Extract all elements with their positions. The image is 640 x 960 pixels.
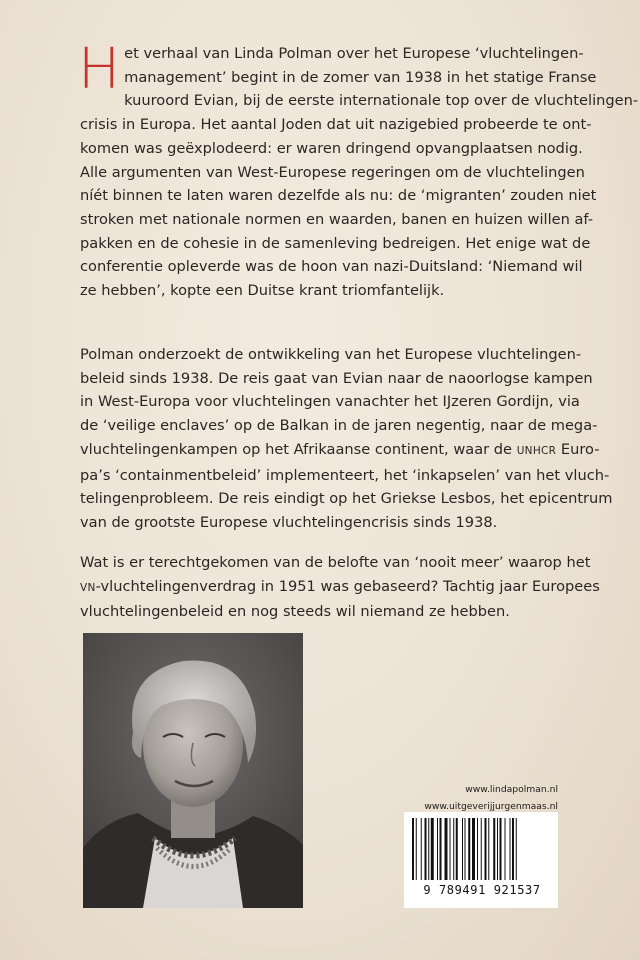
- text-line: de ‘veilige enclaves’ op de Balkan in de jaren negentig, naar de mega-: [80, 417, 598, 435]
- text-line: Alle argumenten van West-Europese regeringen om de vluchtelingen: [80, 163, 585, 181]
- barcode-bar: [472, 818, 475, 880]
- text-line: crisis in Europa. Het aantal Joden dat uit nazigebied probeerde te ont-: [80, 116, 592, 134]
- barcode-bar: [505, 818, 506, 880]
- barcode-bar: [428, 818, 429, 880]
- barcode-bar: [516, 818, 517, 880]
- barcode-bar: [477, 818, 478, 880]
- author-portrait-photo: [83, 633, 303, 908]
- barcode-bar: [481, 818, 482, 880]
- text-line: komen was geëxplodeerd: er waren dringend opvangplaatsen nodig.: [80, 139, 583, 157]
- text-line: VN-vluchtelingenverdrag in 1951 was gebaseerd? Tachtig jaar Europees: [80, 577, 600, 595]
- barcode-bar: [465, 818, 466, 880]
- barcode-bar: [416, 818, 417, 880]
- text-line: Wat is er terechtgekomen van de belofte van ‘nooit meer’ waarop het: [80, 554, 591, 571]
- text-line: vluchtelingenbeleid en nog steeds wil niemand ze hebben.: [80, 603, 510, 621]
- paragraph-1-lines: [78, 37, 639, 303]
- text-line: ze hebben’, kopte een Duitse krant triomfantelijk.: [80, 282, 445, 300]
- barcode-bar: [456, 818, 458, 880]
- text-line: et verhaal van Linda Polman over het Europese ‘vluchtelingen-: [124, 45, 584, 62]
- drop-cap: H: [78, 37, 121, 102]
- text-line: vluchtelingenkampen op het Afrikaanse continent, waar de UNHCR Euro-: [80, 440, 600, 458]
- barcode-bar: [453, 818, 454, 880]
- blurb-paragraph-2: [80, 343, 613, 535]
- text-line: conferentie opleverde was de hoon van nazi-Duitsland: ‘Niemand wil: [80, 258, 583, 276]
- blurb-paragraph-3: [80, 551, 600, 624]
- barcode-bar: [497, 818, 498, 880]
- text-line: Polman onderzoekt de ontwikkeling van het Europese vluchtelingen-: [80, 346, 582, 363]
- barcode-bar: [450, 818, 451, 880]
- text-line: pakken en de cohesie in de samenleving bedreigen. Het enige wat de: [80, 234, 591, 252]
- barcode-bar: [425, 818, 427, 880]
- text-line: kuuroord Evian, bij de eerste internationale top over de vluchtelingen-: [124, 92, 639, 110]
- barcode-bar: [488, 818, 489, 880]
- barcode-bar: [412, 818, 414, 880]
- barcode-bar: [445, 818, 448, 880]
- author-portrait-illustration: [83, 633, 303, 908]
- barcode-bar: [421, 818, 422, 880]
- barcode-bar: [468, 818, 470, 880]
- isbn-barcode: [404, 812, 558, 908]
- paragraph-3-lines: [80, 551, 600, 624]
- publisher-website: www.uitgeverijjurgenmaas.nl: [424, 800, 558, 812]
- text-line: telingenprobleem. De reis eindigt op het Griekse Lesbos, het epicentrum: [80, 490, 613, 508]
- website-links: [404, 782, 558, 815]
- barcode-bar: [437, 818, 438, 880]
- barcode-bar: [440, 818, 442, 880]
- paragraph-2-lines: [80, 343, 613, 535]
- barcode-bar: [510, 818, 511, 880]
- text-line: in West-Europa voor vluchtelingen vanachter het IJzeren Gordijn, via: [80, 393, 580, 411]
- barcode-bar: [431, 818, 434, 880]
- barcode-bar: [512, 818, 514, 880]
- barcode-bar: [500, 818, 502, 880]
- text-line: pa’s ‘containmentbeleid’ implementeert, het ‘inkapselen’ van het vluch-: [80, 466, 610, 484]
- author-website: www.lindapolman.nl: [465, 784, 558, 795]
- barcode-bar: [485, 818, 487, 880]
- text-line: van de grootste Europese vluchtelingencrisis sinds 1938.: [80, 513, 498, 531]
- barcode-bar: [493, 818, 495, 880]
- barcode-bar: [462, 818, 463, 880]
- text-line: níét binnen te laten waren dezelfde als nu: de ‘migranten’ zouden niet: [80, 187, 597, 205]
- text-line: stroken met nationale normen en waarden, banen en huizen willen af-: [80, 210, 594, 228]
- barcode-bars: [412, 818, 550, 880]
- blurb-paragraph-1: [78, 37, 639, 303]
- text-line: beleid sinds 1938. De reis gaat van Evian naar de naoorlogse kampen: [80, 369, 593, 387]
- text-line: management’ begint in de zomer van 1938 in het statige Franse: [124, 68, 597, 86]
- isbn-number: 9 789491 921537: [423, 883, 541, 897]
